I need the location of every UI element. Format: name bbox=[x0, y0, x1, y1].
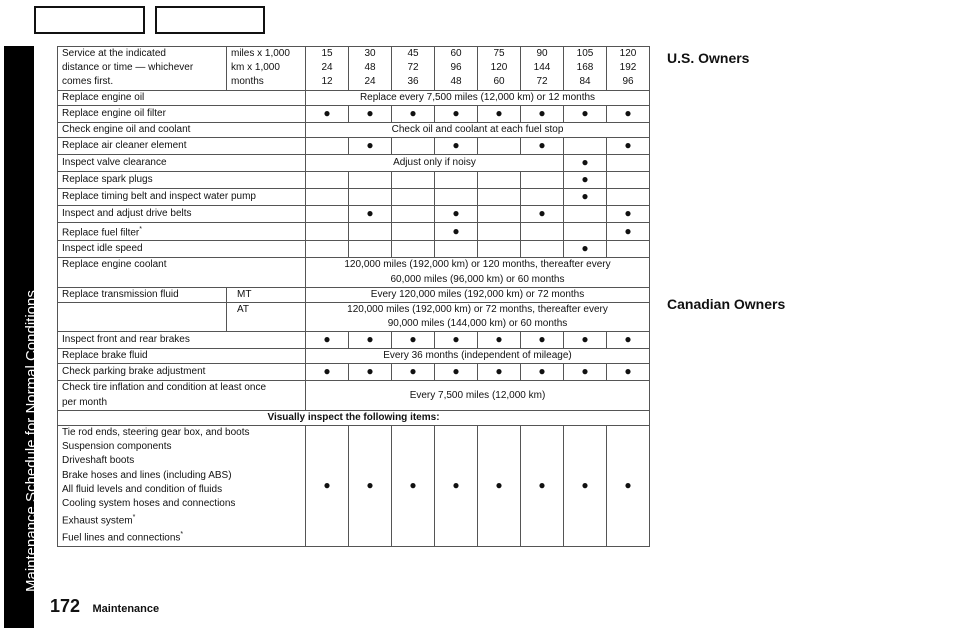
interval-cell: 105 bbox=[564, 47, 607, 62]
footnote-mark: * bbox=[180, 531, 184, 539]
sidebar-title: Maintenance Schedule for Normal Conditions bbox=[23, 290, 40, 592]
dot-cell bbox=[306, 205, 349, 222]
dot-cell bbox=[607, 364, 650, 381]
dot-cell bbox=[435, 364, 478, 381]
dot-mark: ● bbox=[581, 364, 589, 379]
dot-mark: ● bbox=[323, 364, 331, 379]
sub-label: MT bbox=[227, 287, 306, 302]
item-label: per month bbox=[58, 396, 306, 411]
header-row-months bbox=[58, 75, 650, 90]
dot-cell bbox=[306, 222, 349, 240]
dot-mark: ● bbox=[624, 364, 632, 379]
dot-cell bbox=[306, 137, 349, 154]
row-spark bbox=[58, 171, 650, 188]
section-name: Maintenance bbox=[92, 603, 160, 615]
dot-mark: ● bbox=[624, 205, 632, 220]
header-row-miles bbox=[58, 47, 650, 62]
dot-mark: ● bbox=[452, 477, 460, 492]
dot-cell bbox=[392, 222, 435, 240]
row-trans-at bbox=[58, 302, 650, 317]
row-timing bbox=[58, 188, 650, 205]
interval-cell: 120 bbox=[478, 61, 521, 75]
interval-cell: 168 bbox=[564, 61, 607, 75]
dot-cell bbox=[607, 205, 650, 222]
item-label bbox=[58, 222, 306, 240]
dot-mark: ● bbox=[538, 477, 546, 492]
dot-cell bbox=[435, 241, 478, 258]
item-span: Check oil and coolant at each fuel stop bbox=[306, 122, 650, 137]
dot-cell bbox=[521, 364, 564, 381]
dot-cell bbox=[521, 137, 564, 154]
interval-cell: 72 bbox=[392, 61, 435, 75]
dot-cell bbox=[564, 188, 607, 205]
dot-cell bbox=[607, 241, 650, 258]
dot-cell bbox=[607, 171, 650, 188]
interval-cell: 90 bbox=[521, 47, 564, 62]
dot-cell bbox=[306, 188, 349, 205]
dot-cell bbox=[478, 332, 521, 349]
row-brake-fluid bbox=[58, 349, 650, 364]
item-label: Check tire inflation and condition at least once bbox=[58, 381, 306, 396]
dot-mark: ● bbox=[538, 105, 546, 120]
item-label: All fluid levels and condition of fluids bbox=[58, 483, 306, 497]
service-text: Service at the indicated bbox=[58, 47, 227, 62]
dot-cell bbox=[564, 241, 607, 258]
interval-cell: 45 bbox=[392, 47, 435, 62]
dot-cell bbox=[521, 188, 564, 205]
item-label: Suspension components bbox=[58, 440, 306, 454]
dot-cell bbox=[306, 241, 349, 258]
dot-cell bbox=[435, 425, 478, 546]
dot-cell bbox=[607, 105, 650, 122]
dot-mark: ● bbox=[366, 205, 374, 220]
dot-mark: ● bbox=[538, 364, 546, 379]
dot-cell bbox=[392, 332, 435, 349]
dot-mark: ● bbox=[452, 364, 460, 379]
dot-mark: ● bbox=[366, 105, 374, 120]
dot-mark: ● bbox=[538, 137, 546, 152]
header-box-left bbox=[34, 6, 145, 34]
dot-mark: ● bbox=[624, 332, 632, 347]
dot-cell bbox=[435, 137, 478, 154]
item-span: Replace every 7,500 miles (12,000 km) or 12 months bbox=[306, 90, 650, 105]
row-oil-filter bbox=[58, 105, 650, 122]
item-span: Every 36 months (independent of mileage) bbox=[306, 349, 650, 364]
dot-mark: ● bbox=[452, 137, 460, 152]
dot-cell bbox=[392, 205, 435, 222]
dot-cell bbox=[349, 425, 392, 546]
dot-mark: ● bbox=[581, 332, 589, 347]
dot-mark: ● bbox=[409, 364, 417, 379]
interval-cell: 15 bbox=[306, 47, 349, 62]
row-trans-at-cont bbox=[58, 317, 650, 332]
dot-mark: ● bbox=[624, 223, 632, 238]
dot-cell bbox=[521, 425, 564, 546]
row-trans-mt bbox=[58, 287, 650, 302]
dot-mark: ● bbox=[366, 364, 374, 379]
dot-mark: ● bbox=[323, 105, 331, 120]
item-label: Inspect valve clearance bbox=[58, 154, 306, 171]
dot-cell bbox=[349, 332, 392, 349]
item-label bbox=[58, 511, 306, 528]
item-label: Check parking brake adjustment bbox=[58, 364, 306, 381]
row-coolant bbox=[58, 258, 650, 273]
dot-cell bbox=[564, 222, 607, 240]
dot-mark: ● bbox=[581, 241, 589, 256]
dot-cell bbox=[306, 171, 349, 188]
dot-cell bbox=[607, 188, 650, 205]
dot-mark: ● bbox=[581, 154, 589, 169]
dot-mark: ● bbox=[495, 105, 503, 120]
item-label: Replace spark plugs bbox=[58, 171, 306, 188]
dot-cell bbox=[478, 171, 521, 188]
dot-mark: ● bbox=[452, 105, 460, 120]
item-label: Check engine oil and coolant bbox=[58, 122, 306, 137]
item-span: 60,000 miles (96,000 km) or 60 months bbox=[306, 272, 650, 287]
visual-header: Visually inspect the following items: bbox=[58, 410, 650, 425]
dot-mark: ● bbox=[538, 205, 546, 220]
dot-mark: ● bbox=[452, 223, 460, 238]
item-label: Replace engine coolant bbox=[58, 258, 306, 273]
dot-cell bbox=[564, 205, 607, 222]
row-check-oil bbox=[58, 122, 650, 137]
dot-cell bbox=[521, 105, 564, 122]
dot-cell bbox=[521, 171, 564, 188]
footnote-mark: * bbox=[132, 514, 136, 522]
dot-cell bbox=[306, 332, 349, 349]
item-span: 120,000 miles (192,000 km) or 72 months, thereafter every bbox=[306, 302, 650, 317]
dot-cell bbox=[349, 241, 392, 258]
item-label: Cooling system hoses and connections bbox=[58, 497, 306, 511]
dot-mark: ● bbox=[581, 477, 589, 492]
dot-cell bbox=[392, 171, 435, 188]
dot-mark: ● bbox=[581, 188, 589, 203]
interval-cell: 12 bbox=[306, 75, 349, 90]
unit-label: months bbox=[227, 75, 306, 90]
header-box-right bbox=[155, 6, 265, 34]
dot-cell bbox=[478, 222, 521, 240]
dot-cell bbox=[564, 425, 607, 546]
row-valve bbox=[58, 154, 650, 171]
dot-cell bbox=[435, 332, 478, 349]
interval-cell: 24 bbox=[349, 75, 392, 90]
interval-cell: 120 bbox=[607, 47, 650, 62]
dot-mark: ● bbox=[409, 477, 417, 492]
item-span: Every 7,500 miles (12,000 km) bbox=[306, 381, 650, 410]
dot-mark: ● bbox=[323, 332, 331, 347]
row-visual-item bbox=[58, 425, 650, 440]
dot-cell bbox=[349, 205, 392, 222]
item-span: Adjust only if noisy bbox=[306, 154, 564, 171]
interval-cell: 24 bbox=[306, 61, 349, 75]
header-row-km bbox=[58, 61, 650, 75]
item-text: Fuel lines and connections bbox=[62, 532, 181, 544]
dot-cell bbox=[478, 137, 521, 154]
dot-mark: ● bbox=[624, 477, 632, 492]
dot-mark: ● bbox=[624, 105, 632, 120]
dot-mark: ● bbox=[409, 332, 417, 347]
dot-cell bbox=[349, 222, 392, 240]
dot-cell bbox=[478, 188, 521, 205]
interval-cell: 96 bbox=[435, 61, 478, 75]
dot-mark: ● bbox=[452, 332, 460, 347]
dot-cell bbox=[478, 425, 521, 546]
item-label: Driveshaft boots bbox=[58, 454, 306, 468]
dot-cell bbox=[564, 105, 607, 122]
service-text: comes first. bbox=[58, 75, 227, 90]
dot-cell bbox=[607, 137, 650, 154]
dot-mark: ● bbox=[495, 477, 503, 492]
dot-mark: ● bbox=[624, 137, 632, 152]
item-label: Replace transmission fluid bbox=[58, 287, 227, 302]
interval-cell: 192 bbox=[607, 61, 650, 75]
row-drive-belts bbox=[58, 205, 650, 222]
interval-cell: 30 bbox=[349, 47, 392, 62]
item-label: Replace air cleaner element bbox=[58, 137, 306, 154]
dot-cell bbox=[564, 364, 607, 381]
row-brakes bbox=[58, 332, 650, 349]
interval-cell: 36 bbox=[392, 75, 435, 90]
dot-cell bbox=[349, 171, 392, 188]
dot-cell bbox=[564, 137, 607, 154]
dot-mark: ● bbox=[323, 477, 331, 492]
dot-cell bbox=[564, 332, 607, 349]
dot-cell bbox=[392, 137, 435, 154]
dot-cell bbox=[349, 137, 392, 154]
dot-cell bbox=[521, 205, 564, 222]
dot-cell bbox=[306, 364, 349, 381]
item-label: Replace brake fluid bbox=[58, 349, 306, 364]
item-label bbox=[58, 528, 306, 546]
dot-cell bbox=[435, 105, 478, 122]
dot-cell bbox=[478, 241, 521, 258]
row-tire bbox=[58, 381, 650, 396]
dot-cell bbox=[392, 425, 435, 546]
item-label: Brake hoses and lines (including ABS) bbox=[58, 469, 306, 483]
interval-cell: 60 bbox=[435, 47, 478, 62]
interval-cell: 96 bbox=[607, 75, 650, 90]
canadian-owners-label: Canadian Owners bbox=[667, 296, 786, 312]
dot-mark: ● bbox=[581, 171, 589, 186]
interval-cell: 72 bbox=[521, 75, 564, 90]
item-label: Replace engine oil bbox=[58, 90, 306, 105]
unit-label: miles x 1,000 bbox=[227, 47, 306, 62]
dot-cell bbox=[478, 105, 521, 122]
page-footer bbox=[50, 596, 159, 617]
item-label: Replace timing belt and inspect water pump bbox=[58, 188, 306, 205]
dot-cell bbox=[435, 188, 478, 205]
unit-label: km x 1,000 bbox=[227, 61, 306, 75]
row-visual-header bbox=[58, 410, 650, 425]
dot-cell bbox=[564, 154, 607, 171]
interval-cell: 48 bbox=[349, 61, 392, 75]
interval-cell: 60 bbox=[478, 75, 521, 90]
item-text: Exhaust system bbox=[62, 515, 133, 527]
dot-cell bbox=[607, 222, 650, 240]
dot-cell bbox=[306, 425, 349, 546]
interval-cell: 48 bbox=[435, 75, 478, 90]
dot-mark: ● bbox=[366, 477, 374, 492]
dot-cell bbox=[349, 105, 392, 122]
row-fuel-filter bbox=[58, 222, 650, 240]
row-idle bbox=[58, 241, 650, 258]
item-label: Replace engine oil filter bbox=[58, 105, 306, 122]
dot-cell bbox=[564, 171, 607, 188]
dot-mark: ● bbox=[495, 332, 503, 347]
item-label: Tie rod ends, steering gear box, and boots bbox=[58, 425, 306, 440]
interval-cell: 144 bbox=[521, 61, 564, 75]
maintenance-schedule-table bbox=[57, 46, 650, 547]
item-span: Every 120,000 miles (192,000 km) or 72 months bbox=[306, 287, 650, 302]
sub-label: AT bbox=[227, 302, 306, 317]
us-owners-label: U.S. Owners bbox=[667, 50, 750, 66]
dot-cell bbox=[521, 241, 564, 258]
dot-cell bbox=[435, 205, 478, 222]
row-engine-oil bbox=[58, 90, 650, 105]
dot-mark: ● bbox=[366, 137, 374, 152]
dot-cell bbox=[521, 332, 564, 349]
sidebar-tab bbox=[4, 46, 40, 628]
dot-mark: ● bbox=[495, 364, 503, 379]
item-label: Inspect idle speed bbox=[58, 241, 306, 258]
dot-cell bbox=[607, 154, 650, 171]
dot-cell bbox=[306, 105, 349, 122]
page-number: 172 bbox=[50, 596, 81, 616]
dot-cell bbox=[435, 171, 478, 188]
dot-cell bbox=[478, 364, 521, 381]
interval-cell: 75 bbox=[478, 47, 521, 62]
dot-cell bbox=[392, 188, 435, 205]
dot-mark: ● bbox=[538, 332, 546, 347]
item-label: Inspect and adjust drive belts bbox=[58, 205, 306, 222]
dot-cell bbox=[435, 222, 478, 240]
dot-cell bbox=[349, 364, 392, 381]
row-coolant-cont bbox=[58, 272, 650, 287]
item-span: 120,000 miles (192,000 km) or 120 months, thereafter every bbox=[306, 258, 650, 273]
dot-mark: ● bbox=[366, 332, 374, 347]
footnote-mark: * bbox=[139, 225, 142, 233]
dot-mark: ● bbox=[409, 105, 417, 120]
dot-mark: ● bbox=[581, 105, 589, 120]
service-text: distance or time — whichever bbox=[58, 61, 227, 75]
dot-cell bbox=[521, 222, 564, 240]
item-span: 90,000 miles (144,000 km) or 60 months bbox=[306, 317, 650, 332]
dot-cell bbox=[392, 364, 435, 381]
dot-cell bbox=[607, 425, 650, 546]
dot-cell bbox=[478, 205, 521, 222]
item-label: Inspect front and rear brakes bbox=[58, 332, 306, 349]
row-parking bbox=[58, 364, 650, 381]
item-text: Replace fuel filter bbox=[62, 227, 140, 239]
dot-cell bbox=[392, 105, 435, 122]
row-air-cleaner bbox=[58, 137, 650, 154]
dot-cell bbox=[607, 332, 650, 349]
interval-cell: 84 bbox=[564, 75, 607, 90]
dot-mark: ● bbox=[452, 205, 460, 220]
dot-cell bbox=[392, 241, 435, 258]
dot-cell bbox=[349, 188, 392, 205]
